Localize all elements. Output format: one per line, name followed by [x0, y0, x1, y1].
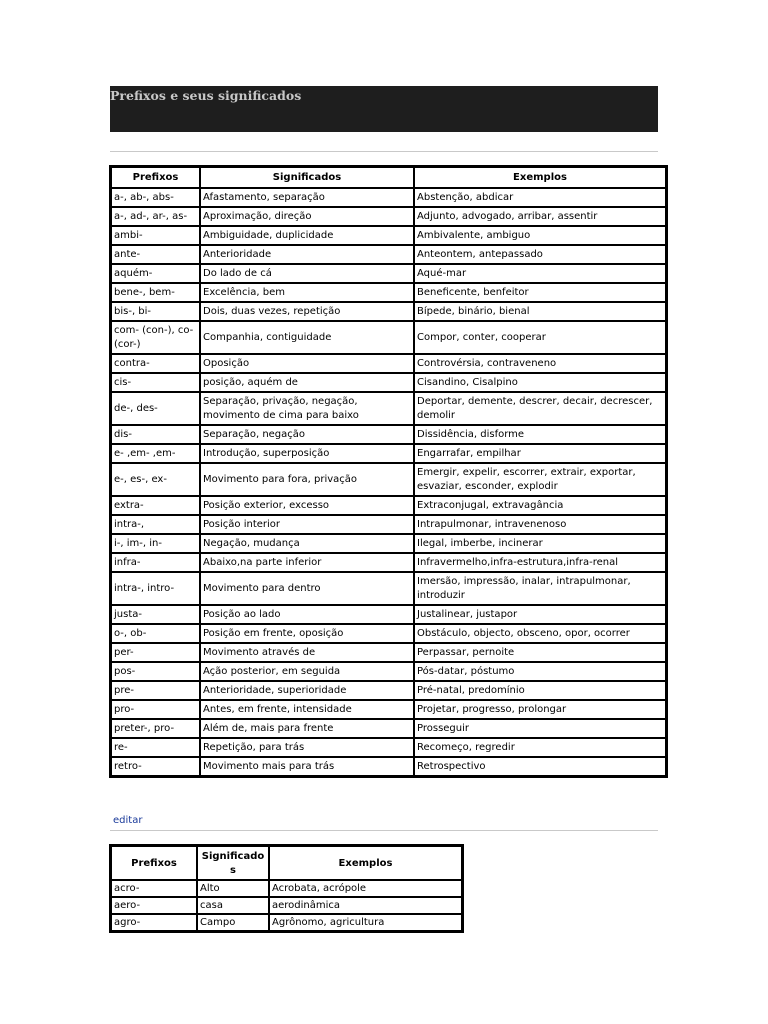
cell-examples: Cisandino, Cisalpino: [414, 373, 666, 392]
cell-meaning: Repetição, para trás: [200, 738, 414, 757]
cell-prefix: preter-, pro-: [111, 719, 200, 738]
cell-meaning: Movimento mais para trás: [200, 757, 414, 776]
cell-meaning: Anterioridade: [200, 245, 414, 264]
cell-examples: Abstenção, abdicar: [414, 188, 666, 207]
table-row: [111, 188, 666, 207]
cell-prefix: o-, ob-: [111, 624, 200, 643]
cell-examples: Justalinear, justapor: [414, 605, 666, 624]
cell-prefix: pos-: [111, 662, 200, 681]
divider: [110, 830, 658, 831]
cell-prefix: agro-: [111, 914, 197, 931]
header-prefixos: Prefixos: [111, 167, 200, 188]
cell-prefix: re-: [111, 738, 200, 757]
cell-examples: Infravermelho,infra-estrutura,infra-renal: [414, 553, 666, 572]
table-row: [111, 207, 666, 226]
cell-meaning: Anterioridade, superioridade: [200, 681, 414, 700]
cell-examples: Compor, conter, cooperar: [414, 321, 666, 354]
table-row: [111, 283, 666, 302]
cell-prefix: pro-: [111, 700, 200, 719]
cell-prefix: extra-: [111, 496, 200, 515]
cell-prefix: dis-: [111, 425, 200, 444]
header-prefixos: Prefixos: [111, 846, 197, 880]
cell-prefix: a-, ab-, abs-: [111, 188, 200, 207]
cell-examples: Prosseguir: [414, 719, 666, 738]
table-row: [111, 662, 666, 681]
header-significados: Significados: [200, 167, 414, 188]
cell-meaning: casa: [197, 897, 269, 914]
cell-examples: Beneficente, benfeitor: [414, 283, 666, 302]
table-row: [111, 572, 666, 605]
cell-meaning: Negação, mudança: [200, 534, 414, 553]
cell-meaning: Movimento para fora, privação: [200, 463, 414, 496]
cell-examples: Aqué-mar: [414, 264, 666, 283]
cell-examples: Projetar, progresso, prolongar: [414, 700, 666, 719]
cell-examples: Extraconjugal, extravagância: [414, 496, 666, 515]
table-row: [111, 757, 666, 776]
cell-meaning: Companhia, contiguidade: [200, 321, 414, 354]
cell-prefix: ante-: [111, 245, 200, 264]
table-row: [111, 321, 666, 354]
cell-examples: Anteontem, antepassado: [414, 245, 666, 264]
cell-examples: Engarrafar, empilhar: [414, 444, 666, 463]
table-row: [111, 392, 666, 425]
prefixes-table-body: [111, 188, 666, 776]
cell-meaning: Posição interior: [200, 515, 414, 534]
cell-prefix: com- (con-), co-(cor-): [111, 321, 200, 354]
cell-prefix: pre-: [111, 681, 200, 700]
cell-examples: Acrobata, acrópole: [269, 880, 462, 897]
cell-examples: Ambivalente, ambiguo: [414, 226, 666, 245]
prefixes-table: [109, 165, 668, 778]
cell-examples: Bípede, binário, bienal: [414, 302, 666, 321]
cell-meaning: Separação, negação: [200, 425, 414, 444]
cell-examples: Imersão, impressão, inalar, intrapulmonar, introduzir: [414, 572, 666, 605]
cell-prefix: e-, es-, ex-: [111, 463, 200, 496]
cell-prefix: per-: [111, 643, 200, 662]
table-row: [111, 719, 666, 738]
table-row: [111, 444, 666, 463]
cell-meaning: Posição exterior, excesso: [200, 496, 414, 515]
cell-meaning: posição, aquém de: [200, 373, 414, 392]
table-row: [111, 643, 666, 662]
cell-meaning: Dois, duas vezes, repetição: [200, 302, 414, 321]
cell-examples: Controvérsia, contraveneno: [414, 354, 666, 373]
table-row: [111, 738, 666, 757]
table-header-row: [111, 167, 666, 188]
table-row: [111, 302, 666, 321]
table-row: [111, 681, 666, 700]
table-row: [111, 553, 666, 572]
cell-examples: Perpassar, pernoite: [414, 643, 666, 662]
cell-examples: Pós-datar, póstumo: [414, 662, 666, 681]
cell-prefix: i-, im-, in-: [111, 534, 200, 553]
table-row: [111, 624, 666, 643]
cell-meaning: Movimento através de: [200, 643, 414, 662]
cell-prefix: cis-: [111, 373, 200, 392]
table-header-row: [111, 846, 462, 880]
page-title: Prefixos e seus significados: [110, 88, 302, 103]
table-row: [111, 605, 666, 624]
cell-prefix: aquém-: [111, 264, 200, 283]
cell-examples: Emergir, expelir, escorrer, extrair, exportar, esvaziar, esconder, explodir: [414, 463, 666, 496]
cell-examples: Recomeço, regredir: [414, 738, 666, 757]
cell-prefix: ambi-: [111, 226, 200, 245]
header-exemplos: Exemplos: [414, 167, 666, 188]
cell-meaning: Separação, privação, negação, movimento de cima para baixo: [200, 392, 414, 425]
table-row: [111, 226, 666, 245]
cell-meaning: Do lado de cá: [200, 264, 414, 283]
cell-meaning: Introdução, superposição: [200, 444, 414, 463]
table-row: [111, 496, 666, 515]
cell-meaning: Ambiguidade, duplicidade: [200, 226, 414, 245]
cell-examples: aerodinâmica: [269, 897, 462, 914]
table-row: [111, 897, 462, 914]
table-row: [111, 373, 666, 392]
cell-examples: Agrônomo, agricultura: [269, 914, 462, 931]
page-title-bar: [110, 86, 658, 132]
cell-prefix: aero-: [111, 897, 197, 914]
cell-meaning: Campo: [197, 914, 269, 931]
prefixes-table-2-body: [111, 880, 462, 931]
cell-examples: Pré-natal, predomínio: [414, 681, 666, 700]
cell-meaning: Posição em frente, oposição: [200, 624, 414, 643]
cell-meaning: Posição ao lado: [200, 605, 414, 624]
table-row: [111, 880, 462, 897]
table-row: [111, 264, 666, 283]
prefixes-table-2: [109, 844, 464, 933]
cell-prefix: acro-: [111, 880, 197, 897]
header-exemplos: Exemplos: [269, 846, 462, 880]
cell-prefix: intra-,: [111, 515, 200, 534]
cell-examples: Obstáculo, objecto, obsceno, opor, ocorrer: [414, 624, 666, 643]
cell-examples: Ilegal, imberbe, incinerar: [414, 534, 666, 553]
cell-examples: Retrospectivo: [414, 757, 666, 776]
cell-meaning: Ação posterior, em seguida: [200, 662, 414, 681]
table-row: [111, 534, 666, 553]
cell-meaning: Excelência, bem: [200, 283, 414, 302]
table-row: [111, 515, 666, 534]
cell-meaning: Abaixo,na parte inferior: [200, 553, 414, 572]
divider: [110, 151, 658, 152]
table-row: [111, 425, 666, 444]
cell-prefix: bene-, bem-: [111, 283, 200, 302]
cell-prefix: de-, des-: [111, 392, 200, 425]
cell-examples: Dissidência, disforme: [414, 425, 666, 444]
table-row: [111, 354, 666, 373]
cell-prefix: e- ,em- ,em-: [111, 444, 200, 463]
table-row: [111, 463, 666, 496]
cell-prefix: intra-, intro-: [111, 572, 200, 605]
table-row: [111, 914, 462, 931]
cell-examples: Deportar, demente, descrer, decair, decrescer, demolir: [414, 392, 666, 425]
cell-meaning: Antes, em frente, intensidade: [200, 700, 414, 719]
cell-prefix: bis-, bi-: [111, 302, 200, 321]
cell-meaning: Afastamento, separação: [200, 188, 414, 207]
cell-examples: Adjunto, advogado, arribar, assentir: [414, 207, 666, 226]
cell-prefix: justa-: [111, 605, 200, 624]
table-row: [111, 700, 666, 719]
edit-link[interactable]: editar: [113, 815, 143, 826]
cell-meaning: Alto: [197, 880, 269, 897]
header-significados: Significados: [197, 846, 269, 880]
cell-prefix: a-, ad-, ar-, as-: [111, 207, 200, 226]
cell-meaning: Oposição: [200, 354, 414, 373]
cell-examples: Intrapulmonar, intravenenoso: [414, 515, 666, 534]
cell-prefix: retro-: [111, 757, 200, 776]
cell-meaning: Além de, mais para frente: [200, 719, 414, 738]
cell-prefix: contra-: [111, 354, 200, 373]
cell-meaning: Movimento para dentro: [200, 572, 414, 605]
cell-meaning: Aproximação, direção: [200, 207, 414, 226]
table-row: [111, 245, 666, 264]
cell-prefix: infra-: [111, 553, 200, 572]
